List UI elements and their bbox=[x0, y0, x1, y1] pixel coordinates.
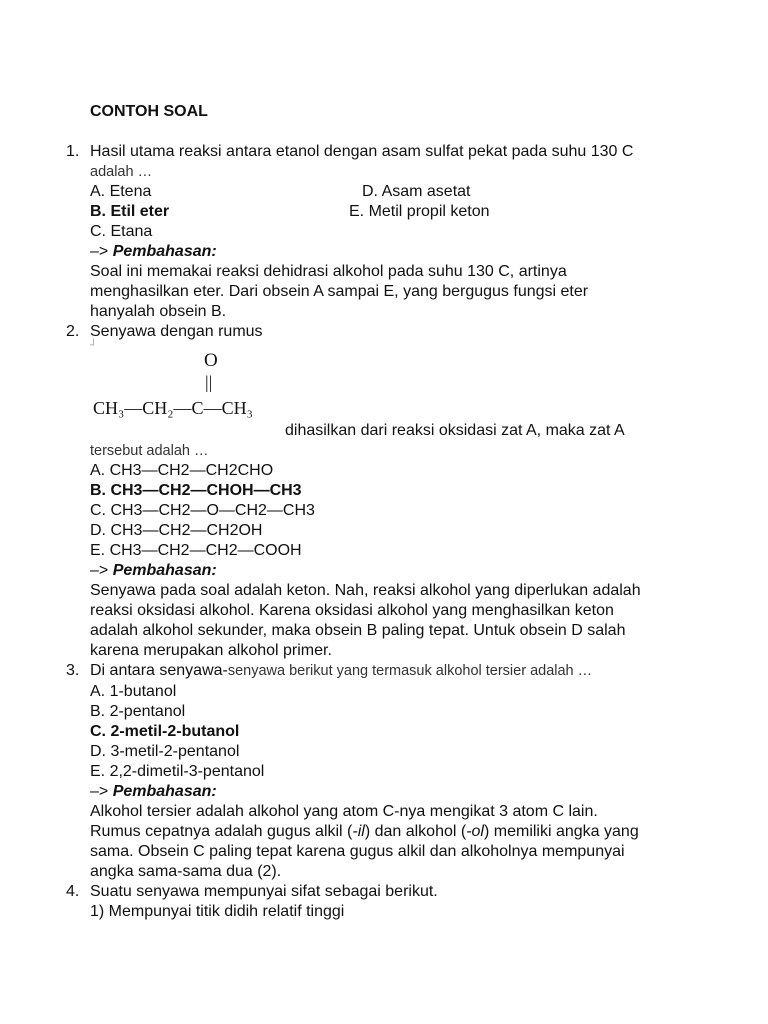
q3-pemb2-part-b: ) dan alkohol ( bbox=[364, 823, 467, 840]
page-title: CONTOH SOAL bbox=[90, 103, 208, 120]
q3-number: 3. bbox=[66, 662, 80, 679]
q1-text-cont: adalah … bbox=[90, 164, 153, 180]
q2-option-c: C. CH3—CH2—O—CH2—CH3 bbox=[90, 502, 315, 519]
q1-pembahasan-line-3: hanyalah obsein B. bbox=[90, 303, 227, 320]
q3-pembahasan-line-3: sama. Obsein C paling tepat karena gugus alkil dan alkoholnya mempunyai bbox=[90, 843, 625, 860]
q3-option-a: A. 1-butanol bbox=[90, 683, 177, 700]
formula-chain: CH₃—CH₂—C—CH₃ bbox=[93, 398, 253, 418]
q2-pembahasan-line-1: Senyawa pada soal adalah keton. Nah, reaksi alkohol yang diperlukan adalah bbox=[90, 582, 641, 599]
q1-pembahasan-line-2: menghasilkan eter. Dari obsein A sampai E, yang bergugus fungsi eter bbox=[90, 283, 589, 300]
q2-number: 2. bbox=[66, 323, 80, 340]
q3-text-part-b: senyawa berikut yang termasuk alkohol tersier adalah … bbox=[227, 663, 593, 679]
q2-text-after: dihasilkan dari reaksi oksidasi zat A, maka zat A bbox=[285, 422, 625, 439]
q2-option-e: E. CH3—CH2—CH2—COOH bbox=[90, 542, 302, 559]
q1-option-c: C. Etana bbox=[90, 223, 153, 240]
q3-text-part-a: Di antara senyawa- bbox=[90, 662, 228, 679]
q2-text: Senyawa dengan rumus bbox=[90, 323, 263, 340]
q4-text: Suatu senyawa mempunyai sifat sebagai berikut. bbox=[90, 883, 438, 900]
formula-double-bond: || bbox=[205, 372, 213, 392]
q2-option-d: D. CH3—CH2—CH2OH bbox=[90, 522, 263, 539]
q3-option-b: B. 2-pentanol bbox=[90, 703, 186, 720]
q1-pembahasan-heading bbox=[90, 242, 217, 262]
q3-pembahasan-line-2 bbox=[90, 822, 639, 842]
q1-pembahasan-line-1: Soal ini memakai reaksi dehidrasi alkohol pada suhu 130 C, artinya bbox=[90, 263, 567, 280]
q1-option-e: E. Metil propil keton bbox=[349, 203, 490, 220]
structural-formula bbox=[93, 350, 283, 425]
arrow-text: –> bbox=[90, 562, 113, 579]
arrow-text: –> bbox=[90, 783, 113, 800]
pembahasan-label: Pembahasan: bbox=[112, 243, 217, 260]
q3-text bbox=[90, 661, 592, 681]
q2-pembahasan-line-3: adalah alkohol sekunder, maka obsein B paling tepat. Untuk obsein D salah bbox=[90, 622, 626, 639]
q2-option-a: A. CH3—CH2—CH2CHO bbox=[90, 462, 274, 479]
q1-number: 1. bbox=[66, 143, 80, 160]
q3-pembahasan-line-4: angka sama-sama dua (2). bbox=[90, 863, 282, 880]
q1-option-a: A. Etena bbox=[90, 183, 152, 200]
q1-option-b: B. Etil eter bbox=[90, 203, 170, 220]
q3-pemb2-italic-ol: -ol bbox=[466, 823, 484, 840]
image-anchor-mark: ┘ bbox=[90, 340, 98, 351]
pembahasan-label: Pembahasan: bbox=[112, 562, 217, 579]
q2-text-after-cont: tersebut adalah … bbox=[90, 443, 209, 459]
formula-oxygen: O bbox=[204, 350, 218, 371]
pembahasan-label: Pembahasan: bbox=[112, 783, 217, 800]
q3-pembahasan-line-1: Alkohol tersier adalah alkohol yang atom C-nya mengikat 3 atom C lain. bbox=[90, 803, 598, 820]
q2-pembahasan-heading bbox=[90, 561, 217, 581]
q3-pemb2-part-a: Rumus cepatnya adalah gugus alkil ( bbox=[90, 823, 353, 840]
q2-pembahasan-line-2: reaksi oksidasi alkohol. Karena oksidasi alkohol yang menghasilkan keton bbox=[90, 602, 614, 619]
q4-item-1: 1) Mempunyai titik didih relatif tinggi bbox=[90, 903, 345, 920]
q1-option-d: D. Asam asetat bbox=[362, 183, 471, 200]
q3-option-d: D. 3-metil-2-pentanol bbox=[90, 743, 240, 760]
arrow-text: –> bbox=[90, 243, 113, 260]
q3-pembahasan-heading bbox=[90, 782, 217, 802]
q2-pembahasan-line-4: karena merupakan alkohol primer. bbox=[90, 642, 332, 659]
q3-option-c: C. 2-metil-2-butanol bbox=[90, 723, 240, 740]
q3-pemb2-part-c: ) memiliki angka yang bbox=[483, 823, 639, 840]
q3-option-e: E. 2,2-dimetil-3-pentanol bbox=[90, 763, 265, 780]
q1-text: Hasil utama reaksi antara etanol dengan asam sulfat pekat pada suhu 130 C bbox=[90, 143, 634, 160]
q2-option-b: B. CH3—CH2—CHOH—CH3 bbox=[90, 482, 302, 499]
q3-pemb2-italic-il: -il bbox=[352, 823, 365, 840]
q4-number: 4. bbox=[66, 883, 80, 900]
